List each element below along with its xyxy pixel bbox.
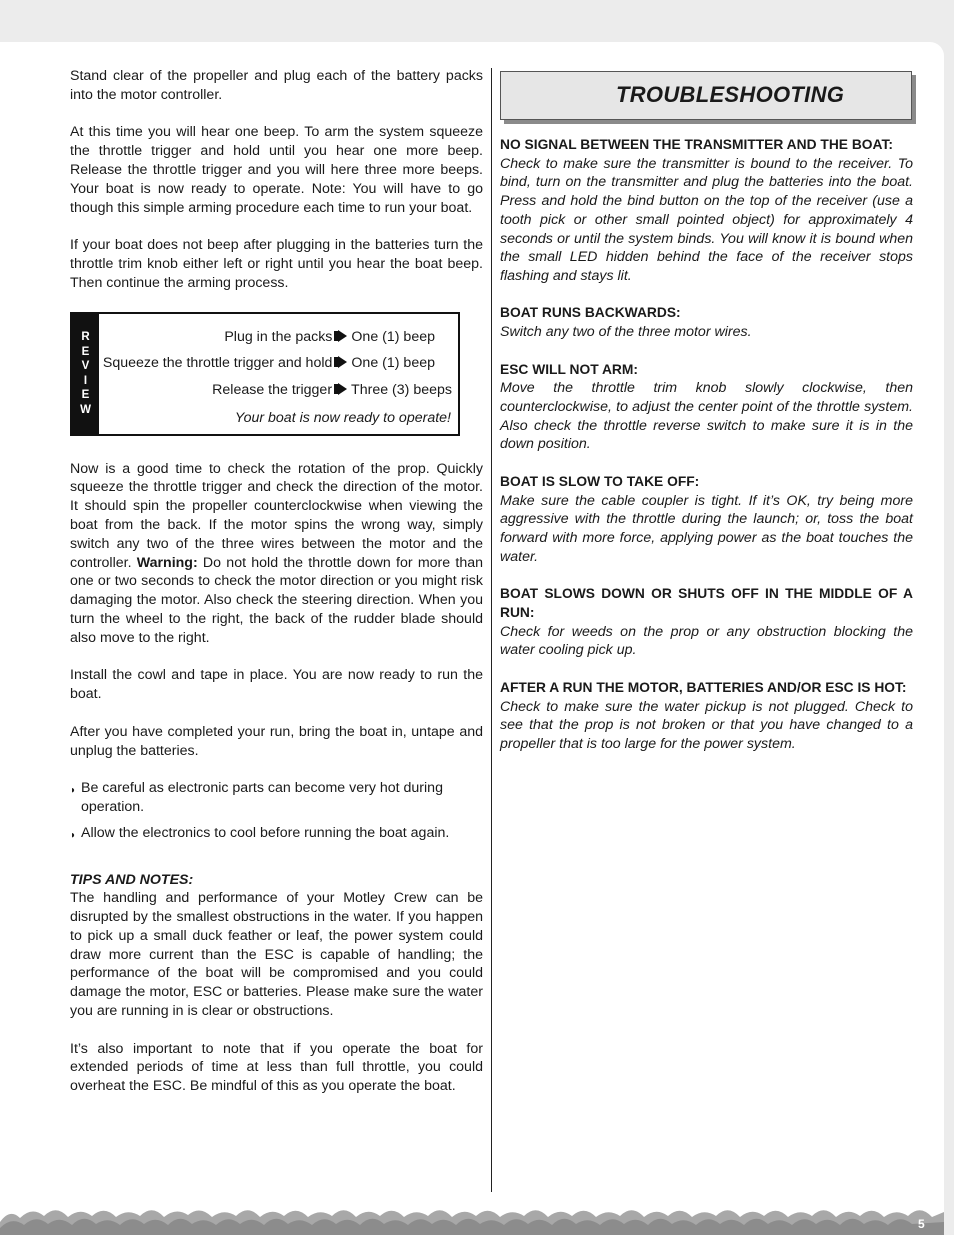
review-result: One (1) beep xyxy=(351,354,435,371)
trouble-item xyxy=(500,136,913,286)
trouble-question: AFTER A RUN THE MOTOR, BATTERIES AND/OR ESC IS HOT: xyxy=(500,679,907,695)
page-edge-shade xyxy=(944,42,954,1235)
trouble-question: ESC WILL NOT ARM: xyxy=(500,361,638,377)
review-letter: R xyxy=(81,331,90,344)
right-column xyxy=(500,136,913,754)
list-item xyxy=(70,824,483,843)
paragraph-tips: The handling and performance of your Motley Crew can be disrupted by the smallest obstructions in the water. If you happen to pick up a small duck feather or leaf, the power system could draw more current than the ESC is capable of handling; the performance of the boat will be compromised and you could damage the motor, ESC or batteries. Please make sure the water you are running in is clear or obstructions. xyxy=(70,890,483,1020)
review-body xyxy=(99,314,458,434)
tips-heading: TIPS AND NOTES: xyxy=(70,871,194,888)
trouble-question: NO SIGNAL BETWEEN THE TRANSMITTER AND THE BOAT: xyxy=(500,137,893,152)
trouble-answer: Make sure the cable coupler is tight. If it’s OK, try being more aggressive with the throttle during the launch; or, toss the boat forward with more force, applying power as the boat touches the water. xyxy=(500,492,913,565)
trouble-question: BOAT SLOWS DOWN OR SHUTS OFF IN THE MIDDLE OF A RUN: xyxy=(500,586,913,620)
trouble-question: BOAT RUNS BACKWARDS: xyxy=(500,305,681,321)
review-letter: W xyxy=(80,403,91,416)
trouble-answer: Check to make sure the transmitter is bound to the receiver. To bind, turn on the transmitter and plug the batteries into the boat. Press and hold the bind button on the top of the receiver (use a tooth pick or other small pointed object) for approximately 4 seconds or until the system binds. You will know it is bound when the small LED hidden behind the face of the receiver stops flashing and stays lit. xyxy=(500,155,913,284)
review-action: Squeeze the throttle trigger and hold xyxy=(102,354,333,371)
paragraph-no-beep: If your boat does not beep after plugging in the batteries turn the throttle trim knob either left or right until you hear the boat beep. Then continue the arming process. xyxy=(70,237,483,291)
trouble-item xyxy=(500,679,913,754)
review-letter: E xyxy=(81,345,90,358)
bullet-icon: ◗ xyxy=(70,785,77,797)
review-box xyxy=(70,312,460,436)
review-letter: V xyxy=(81,360,90,373)
review-letter: E xyxy=(81,389,90,402)
footer-wave-decoration xyxy=(0,1200,944,1235)
column-divider xyxy=(491,68,492,1192)
trouble-answer: Check for weeds on the prop or any obstruction blocking the water cooling pick up. xyxy=(500,623,913,659)
review-tab xyxy=(72,314,99,434)
paragraph-install-cowl: Install the cowl and tape in place. You are now ready to run the boat. xyxy=(70,667,483,703)
arrow-right-icon xyxy=(338,383,347,395)
trouble-question: BOAT IS SLOW TO TAKE OFF: xyxy=(500,473,700,489)
review-row xyxy=(224,328,435,347)
trouble-item xyxy=(500,361,913,455)
review-final: Your boat is now ready to operate! xyxy=(234,409,451,426)
warning-label: Warning: xyxy=(136,554,198,571)
arrow-right-icon xyxy=(338,356,347,368)
trouble-answer: Move the throttle trim knob slowly clockwise, then counterclockwise, to adjust the center point of the throttle system. Also check the throttle reverse switch to make sure it is in the down position. xyxy=(500,380,913,453)
paragraph-prop-rotation xyxy=(70,460,483,648)
review-row xyxy=(103,354,435,373)
trouble-answer: Switch any two of the three motor wires. xyxy=(500,324,752,341)
review-letter: I xyxy=(83,374,88,387)
review-result: Three (3) beeps xyxy=(351,381,452,398)
troubleshooting-header xyxy=(500,71,912,120)
warning-text: Do not hold the throttle down for more than one or two seconds to check the motor direction or you might risk damaging the motor. Also check the steering direction. When you turn the wheel to the right, the back of the rudder blade should also move to the right. xyxy=(70,554,483,646)
trouble-item xyxy=(500,304,913,341)
bullet-icon: ◗ xyxy=(70,829,77,841)
bullet-text: Allow the electronics to cool before running the boat again. xyxy=(81,824,450,841)
trouble-answer: Check to make sure the water pickup is not plugged. Check to see that the prop is not broken or that you have changed to a propeller that is too large for the power system. xyxy=(500,698,913,752)
review-row xyxy=(212,381,452,400)
arrow-right-icon xyxy=(338,330,347,342)
left-column xyxy=(70,67,483,1096)
review-result: One (1) beep xyxy=(351,328,435,345)
review-action: Plug in the packs xyxy=(224,328,333,345)
paragraph-arming: At this time you will hear one beep. To arm the system squeeze the throttle trigger and hold until you hear one more beep. Release the throttle trigger and you will here three more beeps. Your boat is now ready to operate. Note: You will have to go though this simple arming procedure each time to run your boat. xyxy=(70,124,483,216)
paragraph-tips-2: It’s also important to note that if you operate the boat for extended periods of time at less than full throttle, you could overheat the ESC. Be mindful of this as you operate the boat. xyxy=(70,1040,483,1095)
list-item xyxy=(70,779,483,817)
review-action: Release the trigger xyxy=(212,381,333,398)
paragraph-after-run: After you have completed your run, bring the boat in, untape and unplug the batteries. xyxy=(70,723,483,759)
paragraph-plug-in: Stand clear of the propeller and plug each of the battery packs into the motor controller. xyxy=(70,68,483,103)
bullet-text: Be careful as electronic parts can become very hot during operation. xyxy=(81,780,443,815)
trouble-item xyxy=(500,473,913,567)
section-title: TROUBLESHOOTING xyxy=(616,82,845,107)
trouble-item xyxy=(500,585,913,660)
page-number: 5 xyxy=(918,1217,925,1231)
prop-rotation-text: Now is a good time to check the rotation of the prop. Quickly squeeze the throttle trigger and check the direction of the motor. It should spin the propeller counterclockwise when viewing the boat from the back. If the motor spins the wrong way, simply switch any two of the three wires between the motor and the controller. xyxy=(70,460,483,571)
